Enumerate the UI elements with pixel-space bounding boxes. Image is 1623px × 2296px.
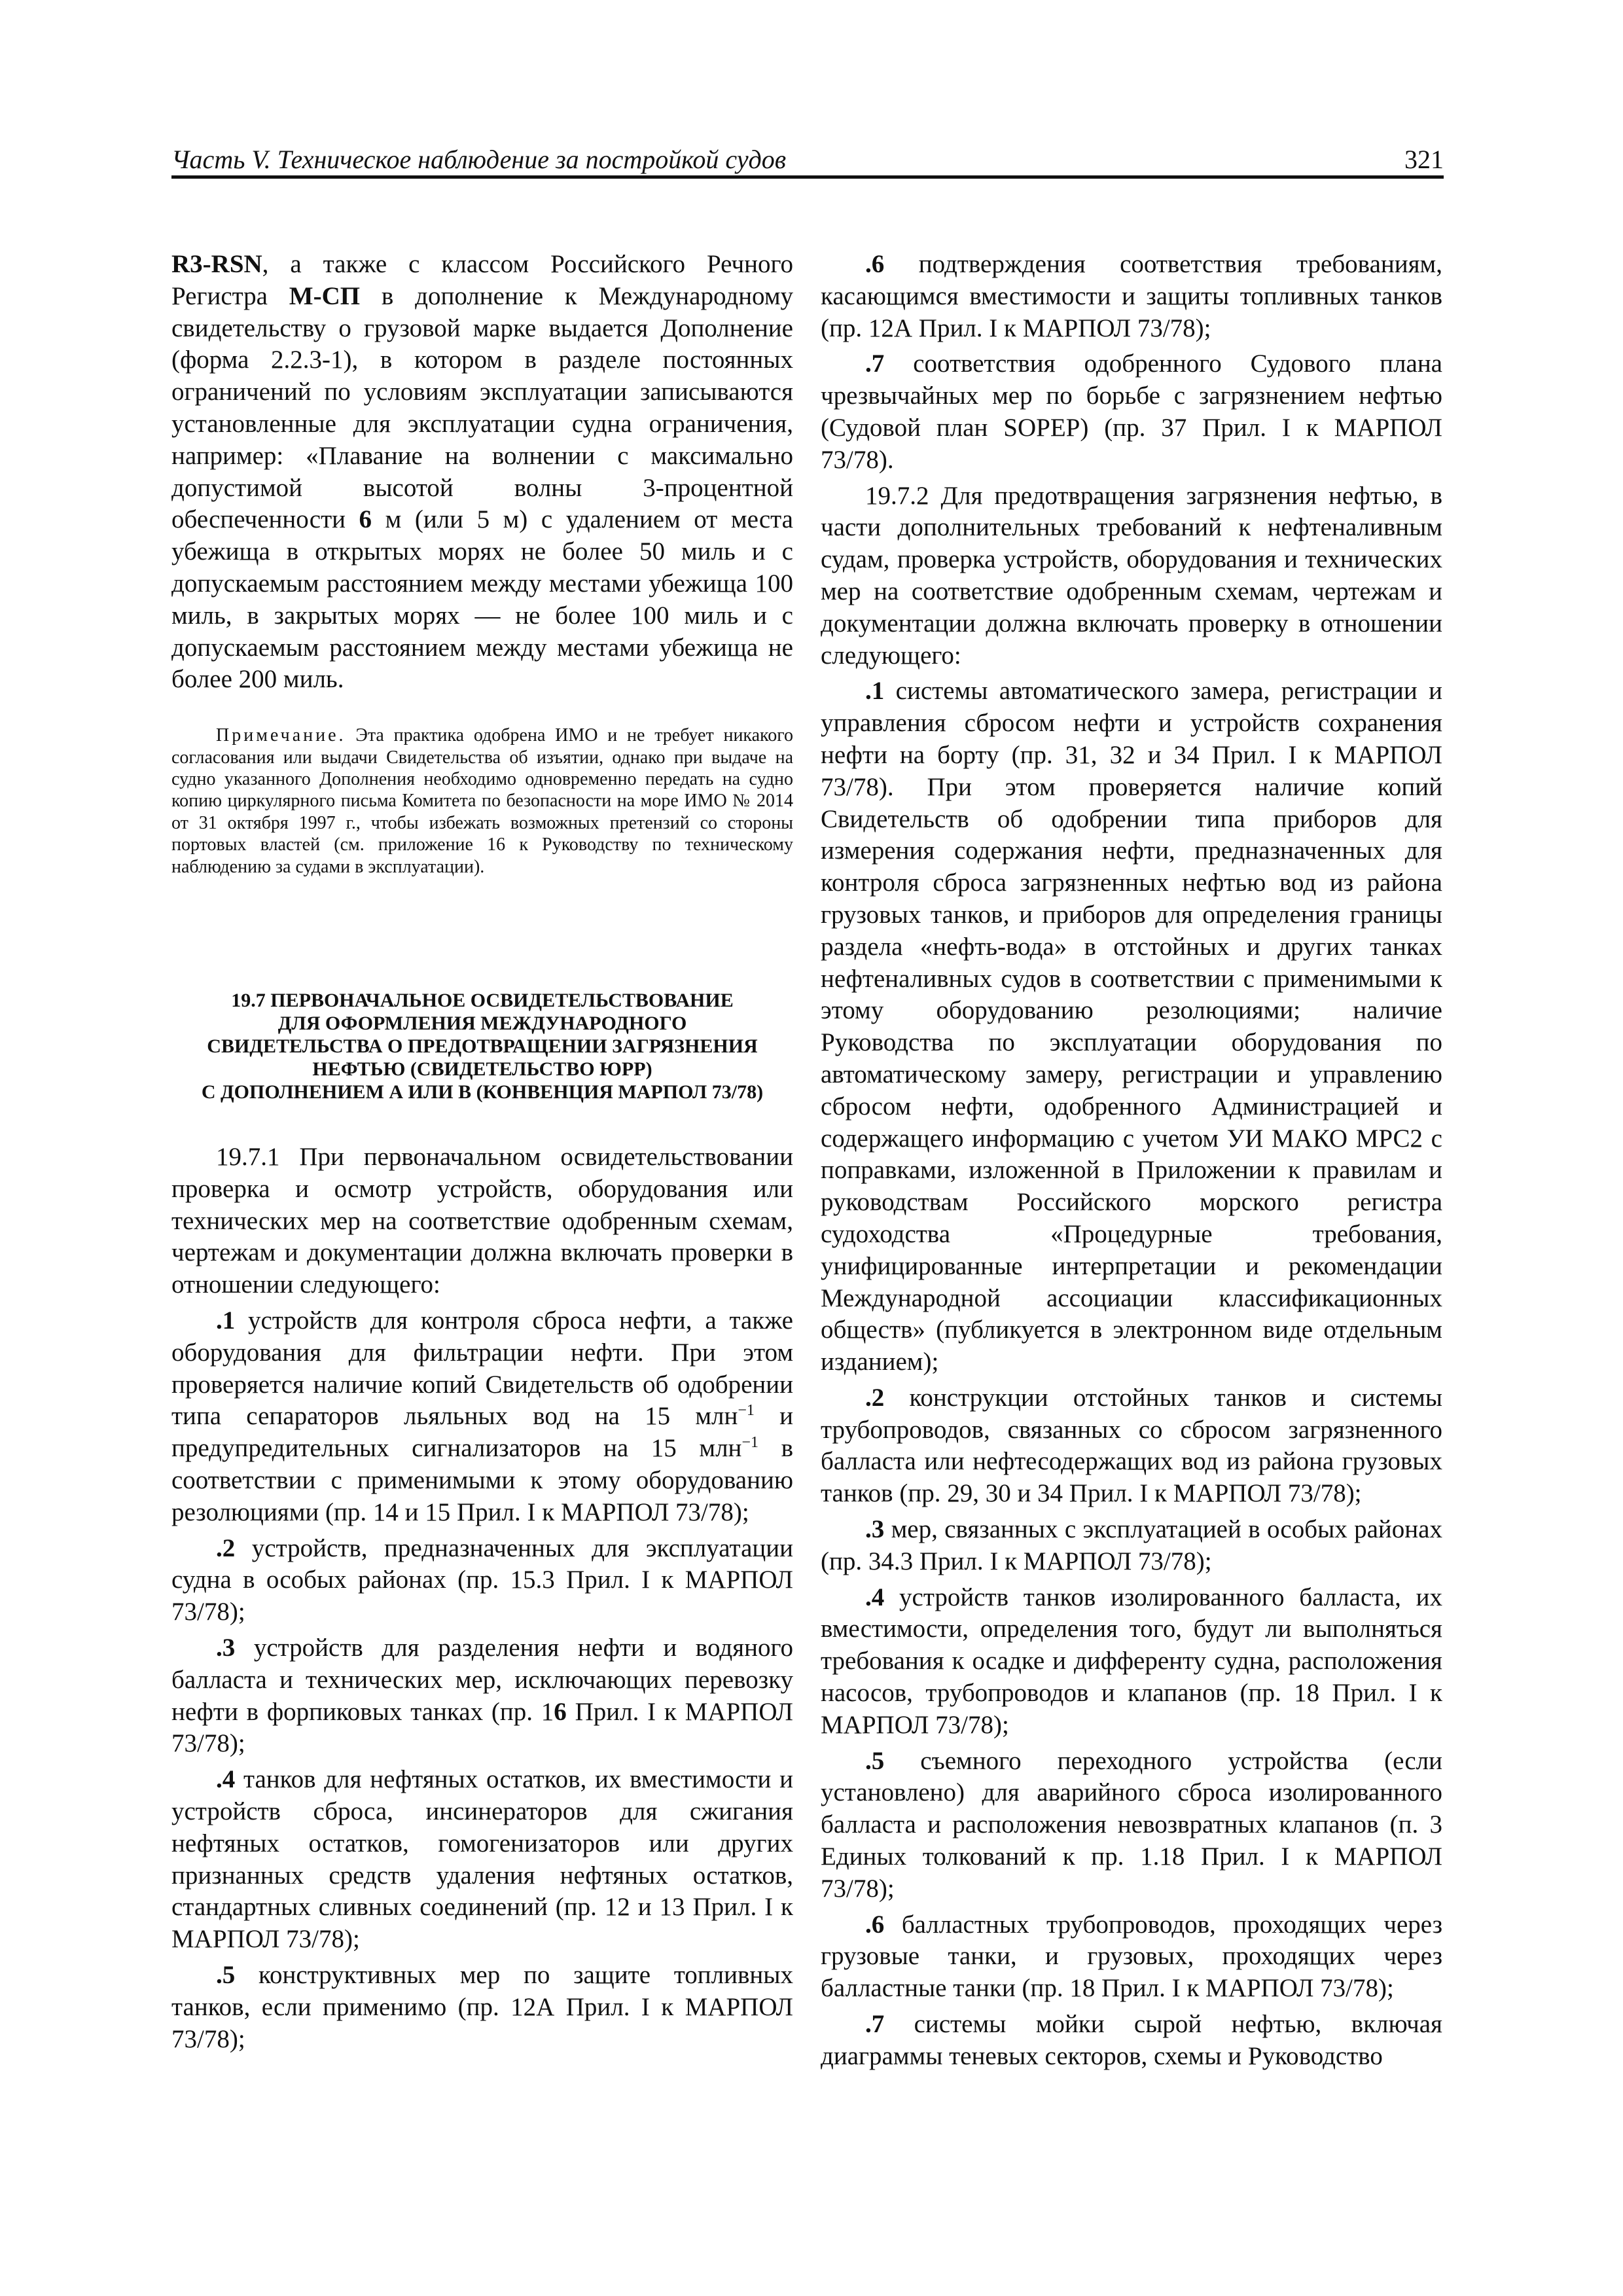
- list-item: [171, 1533, 793, 1628]
- note-label: Примечание.: [216, 725, 346, 746]
- item-number: .2: [865, 1383, 885, 1412]
- list-item: [821, 1746, 1442, 1905]
- text-run: Для предотвращения загрязнения нефтью, в части дополнительных требований к нефтеналивным судам, проверка устройств, оборудования и технических мер на соответствие одобренным схемам, чертежам и документации должна включать проверку в отношении следующего:: [821, 481, 1442, 670]
- page-number: 321: [1404, 145, 1444, 174]
- heading-line: НЕФТЬЮ (СВИДЕТЕЛЬСТВО ЮРР): [312, 1058, 652, 1080]
- item-number: .2: [216, 1534, 236, 1562]
- item-number: .6: [865, 1910, 885, 1939]
- clause-number: 19.7.2: [865, 481, 929, 510]
- list-item: [821, 1382, 1442, 1510]
- text-run: устройств для разделения нефти и водяного балласта и технических мер, исключающих перевозку нефти в форпиковых танках (пр. 1: [171, 1633, 793, 1726]
- list-item: [821, 2009, 1442, 2073]
- left-column: [171, 249, 793, 2059]
- list-item: [171, 1632, 793, 1760]
- list-item: [821, 249, 1442, 344]
- running-head: [171, 145, 1444, 174]
- text-run: системы мойки сырой нефтью, включая диаграммы теневых секторов, схемы и Руководство: [821, 2010, 1442, 2070]
- item-number: .1: [216, 1306, 236, 1335]
- list-item: [821, 348, 1442, 476]
- list-item: [821, 1514, 1442, 1578]
- note: [171, 725, 793, 878]
- clause-number: 19.7.1: [216, 1143, 280, 1171]
- header-rule: [171, 175, 1444, 179]
- list-item: [821, 1909, 1442, 2005]
- right-column: [821, 249, 1442, 2077]
- list-item: [821, 675, 1442, 1378]
- list-item: [171, 1960, 793, 2055]
- heading-line: 19.7 ПЕРВОНАЧАЛЬНОЕ ОСВИДЕТЕЛЬСТВОВАНИЕ: [231, 990, 734, 1011]
- item-number: .5: [216, 1960, 236, 1989]
- heading-line: СВИДЕТЕЛЬСТВА О ПРЕДОТВРАЩЕНИИ ЗАГРЯЗНЕНИЯ: [207, 1035, 758, 1057]
- item-number: .1: [865, 677, 885, 706]
- item-number: .4: [216, 1765, 236, 1794]
- item-number: .5: [865, 1746, 885, 1775]
- text-run: подтверждения соответствия требованиям, касающимся вместимости и защиты топливных танков (пр. 12А Прил. I к МАРПОЛ 73/78);: [821, 250, 1442, 342]
- item-number: .3: [216, 1633, 236, 1662]
- text-run: танков для нефтяных остатков, их вместимости и устройств сброса, инсинераторов для сжигания нефтяных остатков, гомогенизаторов или других признанных средств удаления нефтяных остатков, стандартных сливных соединений (пр. 12 и 13 Прил. I к МАРПОЛ 73/78);: [171, 1765, 793, 1954]
- text-run: При первоначальном освидетельствовании проверка и осмотр устройств, оборудования или технических мер на соответствие одобренным схемам, чертежам и документации должна включать проверки в отношении следующего:: [171, 1143, 793, 1299]
- paragraph-class-limits: [171, 249, 793, 696]
- text-run: устройств, предназначенных для эксплуатации судна в особых районах (пр. 15.3 Прил. I к МАРПОЛ 73/78);: [171, 1534, 793, 1626]
- text-run: , а также с классом Российского Речного Регистра: [171, 250, 793, 310]
- list-item: [821, 1582, 1442, 1742]
- list-item: [171, 1764, 793, 1956]
- text-run: системы автоматического замера, регистрации и управления сбросом нефти и устройств сохранения нефти на борту (пр. 31, 32 и 34 Прил. I к МАРПОЛ 73/78). При этом проверяется наличие копий Свидетельств об одобрении типа приборов для измерения содержания нефти, предназначенных для контроля сброса загрязненных нефтью вод из района грузовых танков, и приборов для определения границы раздела «нефть-вода» в отстойных и других танках нефтеналивных судов в соответствии с применимыми к этому оборудованию резолюциями; наличие Руководства по эксплуатации оборудования по автоматическому замеру, регистрации и управлению сбросом нефти, одобренного Администрацией и содержащего информацию с учетом УИ МАКО МРС2 с поправками, изложенной в Приложении к правилам и руководствам Российского морского регистра судоходства «Процедурные требования, унифицированные интерпретации и рекомендации Международной ассоциации классификационных обществ» (публикуется в электронном виде отдельным изданием);: [821, 677, 1442, 1376]
- text-run: в соответствии с применимыми к этому оборудованию резолюциями (пр. 14 и 15 Прил. I к МАРПОЛ 73/78);: [171, 1434, 793, 1526]
- text-run: Прил. I к МАРПОЛ 73/78);: [171, 1697, 793, 1758]
- text-run: балластных трубопроводов, проходящих через грузовые танки, и грузовых, проходящих через балластные танки (пр. 18 Прил. I к МАРПОЛ 73/78);: [821, 1910, 1442, 2003]
- clause-19-7-1: [171, 1141, 793, 1301]
- text-run: м (или 5 м) с удалением от места убежища в открытых морях не более 50 миль и с допускаемым расстоянием между местами убежища 100 миль, в закрытых морях — не более 100 миль и с допускаемым расстоянием между местами убежища не более 200 миль.: [171, 505, 793, 694]
- heading-line: С ДОПОЛНЕНИЕМ А ИЛИ В (КОНВЕНЦИЯ МАРПОЛ 73/78): [201, 1081, 764, 1103]
- wave-height: 6: [359, 505, 372, 534]
- text-run: устройств танков изолированного балласта, их вместимости, определения того, будут ли выполняться требования к осадке и дифференту судна, расположения насосов, трубопроводов и клапанов (пр. 18 Прил. I к МАРПОЛ 73/78);: [821, 1583, 1442, 1739]
- text-run-bold: 6: [554, 1697, 567, 1726]
- running-title: Часть V. Техническое наблюдение за постройкой судов: [171, 145, 787, 174]
- superscript: −1: [741, 1434, 758, 1452]
- item-number: .4: [865, 1583, 885, 1611]
- text-run: в дополнение к Международному свидетельству о грузовой марке выдается Дополнение (форма 2.2.3-1), в котором в разделе постоянных ограничений по условиям эксплуатации записываются установленные для эксплуатации судна ограничения, например: «Плавание на волнении с максимально допустимой высотой волны 3-процентной обеспеченности: [171, 281, 793, 534]
- list-item: [171, 1305, 793, 1529]
- superscript: −1: [738, 1402, 755, 1420]
- item-number: .3: [865, 1515, 885, 1544]
- text-run: съемного переходного устройства (если установлено) для аварийного сброса изолированного балласта и расположения невозвратных клапанов (п. 3 Единых толкований к пр. 1.18 Прил. I к МАРПОЛ 73/78);: [821, 1746, 1442, 1903]
- class-notation-2: М-СП: [289, 281, 361, 310]
- text-run: конструкции отстойных танков и системы трубопроводов, связанных со сбросом загрязненного балласта или нефтесодержащих вод из района грузовых танков (пр. 29, 30 и 34 Прил. I к МАРПОЛ 73/78);: [821, 1383, 1442, 1508]
- heading-line: ДЛЯ ОФОРМЛЕНИЯ МЕЖДУНАРОДНОГО: [277, 1013, 687, 1034]
- section-heading: [171, 989, 793, 1103]
- text-run: мер, связанных с эксплуатацией в особых районах (пр. 34.3 Прил. I к МАРПОЛ 73/78);: [821, 1515, 1442, 1575]
- text-run: и предупредительных сигнализаторов на 15 млн: [171, 1402, 794, 1463]
- text-run: конструктивных мер по защите топливных танков, если применимо (пр. 12А Прил. I к МАРПОЛ 73/78);: [171, 1960, 793, 2053]
- note-text: Эта практика одобрена ИМО и не требует никакого согласования или выдачи Свидетельства об изъятии, однако при выдаче на судно указанного Дополнения необходимо одновременно передать на судно копию циркулярного письма Комитета по безопасности на море ИМО № 2014 от 31 октября 1997 г., чтобы избежать возможных претензий со стороны портовых властей (см. приложение 16 к Руководству по техническому наблюдению за судами в эксплуатации).: [171, 725, 793, 877]
- clause-19-7-2: [821, 480, 1442, 672]
- item-number: .7: [865, 350, 885, 378]
- class-notation: R3-RSN: [171, 250, 262, 278]
- item-number: .7: [865, 2010, 885, 2039]
- text-run: соответствия одобренного Судового плана чрезвычайных мер по борьбе с загрязнением нефтью (Судовой план SOPEP) (пр. 37 Прил. I к МАРПОЛ 73/78).: [821, 350, 1442, 474]
- text-run: устройств для контроля сброса нефти, а также оборудования для фильтрации нефти. При этом проверяется наличие копий Свидетельств об одобрении типа сепараторов льяльных вод на 15 млн: [171, 1306, 793, 1431]
- item-number: .6: [865, 250, 885, 278]
